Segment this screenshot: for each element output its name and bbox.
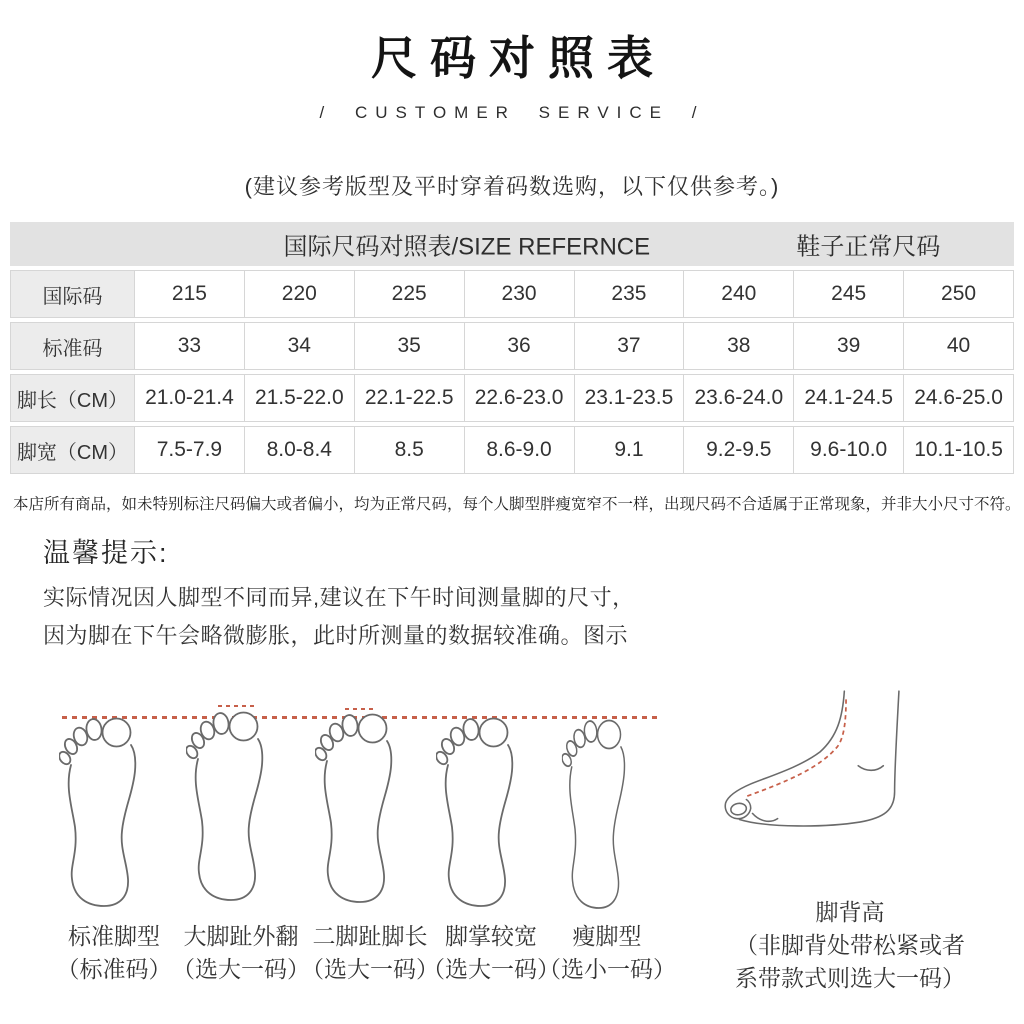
disclaimer-text: 本店所有商品，如未特别标注尺码偏大或者偏小，均为正常尺码，每个人脚型胖瘦宽窄不一样，出现尺码不合适属于正常现象，并非大小尺寸不符。 bbox=[13, 496, 1021, 513]
size-value-cell: 38 bbox=[684, 322, 794, 370]
foot-top-view-icon bbox=[186, 701, 296, 901]
foot-type-name: 二脚趾脚长 bbox=[312, 923, 428, 949]
size-value-cell: 21.5-22.0 bbox=[245, 374, 355, 422]
foot-top-view-icon bbox=[436, 707, 546, 907]
foot-type-name: 瘦脚型 bbox=[572, 923, 642, 949]
size-value-cell: 9.1 bbox=[575, 426, 685, 474]
foot-type-guide-section bbox=[0, 658, 1024, 1018]
size-value-cell: 22.6-23.0 bbox=[465, 374, 575, 422]
size-value-cell: 35 bbox=[355, 322, 465, 370]
foot-type-advice: （选大一码） bbox=[422, 956, 560, 982]
foot-top-view-icon bbox=[562, 709, 652, 909]
foot-type-advice: 系带款式则选大一码） bbox=[735, 965, 965, 991]
size-value-cell: 220 bbox=[245, 270, 355, 318]
customer-service-subtitle: / CUSTOMER SERVICE / bbox=[319, 103, 705, 122]
foot-side-view-icon bbox=[714, 686, 914, 868]
size-value-cell: 250 bbox=[904, 270, 1014, 318]
foot-illustration-wide bbox=[436, 707, 546, 907]
tips-heading: 温馨提示: bbox=[43, 538, 169, 568]
size-value-cell: 24.6-25.0 bbox=[904, 374, 1014, 422]
size-value-cell: 8.0-8.4 bbox=[245, 426, 355, 474]
table-row-standard bbox=[10, 322, 1014, 370]
foot-type-caption bbox=[532, 920, 682, 986]
size-table-header-right: 鞋子正常尺码 bbox=[796, 233, 941, 261]
size-value-cell: 9.6-10.0 bbox=[794, 426, 904, 474]
foot-type-advice: （选大一码） bbox=[172, 956, 310, 982]
size-value-cell: 7.5-7.9 bbox=[135, 426, 245, 474]
size-value-cell: 225 bbox=[355, 270, 465, 318]
foot-type-advice: （选大一码） bbox=[301, 956, 439, 982]
foot-type-advice: （标准码） bbox=[56, 956, 172, 982]
size-value-cell: 39 bbox=[794, 322, 904, 370]
size-value-cell: 40 bbox=[904, 322, 1014, 370]
foot-type-name: 脚背高 bbox=[815, 899, 885, 925]
foot-type-advice: （非脚背处带松紧或者 bbox=[735, 932, 965, 958]
foot-type-name: 大脚趾外翻 bbox=[183, 923, 299, 949]
size-value-cell: 245 bbox=[794, 270, 904, 318]
table-row-foot-width bbox=[10, 426, 1014, 474]
tips-line-1: 实际情况因人脚型不同而异,建议在下午时间测量脚的尺寸， bbox=[43, 585, 635, 610]
tips-line-2: 因为脚在下午会略微膨胀，此时所测量的数据较准确。图示 bbox=[43, 623, 629, 648]
size-table bbox=[10, 222, 1014, 474]
table-row-international bbox=[10, 270, 1014, 318]
row-label-cell: 脚宽（CM） bbox=[10, 426, 135, 474]
size-value-cell: 8.5 bbox=[355, 426, 465, 474]
size-value-cell: 33 bbox=[135, 322, 245, 370]
foot-illustration-long-second-toe bbox=[315, 703, 425, 903]
foot-illustration-bunion bbox=[186, 701, 296, 901]
foot-illustration-high-instep bbox=[714, 686, 914, 868]
page-title: 尺码对照表 bbox=[371, 32, 666, 84]
foot-top-view-icon bbox=[59, 707, 169, 907]
foot-type-caption bbox=[166, 920, 316, 986]
foot-type-name: 标准脚型 bbox=[68, 923, 160, 949]
size-table-header bbox=[10, 222, 1014, 266]
size-table-header-left: 国际尺码对照表/SIZE REFERNCE bbox=[283, 233, 651, 261]
high-instep-caption bbox=[672, 896, 1024, 995]
size-value-cell: 34 bbox=[245, 322, 355, 370]
size-value-cell: 36 bbox=[465, 322, 575, 370]
size-value-cell: 23.1-23.5 bbox=[575, 374, 685, 422]
size-value-cell: 215 bbox=[135, 270, 245, 318]
size-value-cell: 9.2-9.5 bbox=[684, 426, 794, 474]
foot-illustration-standard bbox=[59, 707, 169, 907]
size-value-cell: 21.0-21.4 bbox=[135, 374, 245, 422]
foot-type-advice: （选小一码） bbox=[538, 956, 676, 982]
size-value-cell: 240 bbox=[684, 270, 794, 318]
row-label-cell: 标准码 bbox=[10, 322, 135, 370]
size-value-cell: 230 bbox=[465, 270, 575, 318]
size-value-cell: 235 bbox=[575, 270, 685, 318]
size-value-cell: 10.1-10.5 bbox=[904, 426, 1014, 474]
row-label-cell: 脚长（CM） bbox=[10, 374, 135, 422]
foot-top-view-icon bbox=[315, 703, 425, 903]
size-value-cell: 22.1-22.5 bbox=[355, 374, 465, 422]
table-row-foot-length bbox=[10, 374, 1014, 422]
size-value-cell: 37 bbox=[575, 322, 685, 370]
row-label-cell: 国际码 bbox=[10, 270, 135, 318]
foot-illustration-thin bbox=[552, 709, 662, 909]
size-value-cell: 8.6-9.0 bbox=[465, 426, 575, 474]
foot-type-name: 脚掌较宽 bbox=[445, 923, 537, 949]
purchase-advice-note: (建议参考版型及平时穿着码数选购，以下仅供参考。) bbox=[244, 174, 780, 199]
size-value-cell: 23.6-24.0 bbox=[684, 374, 794, 422]
size-value-cell: 24.1-24.5 bbox=[794, 374, 904, 422]
